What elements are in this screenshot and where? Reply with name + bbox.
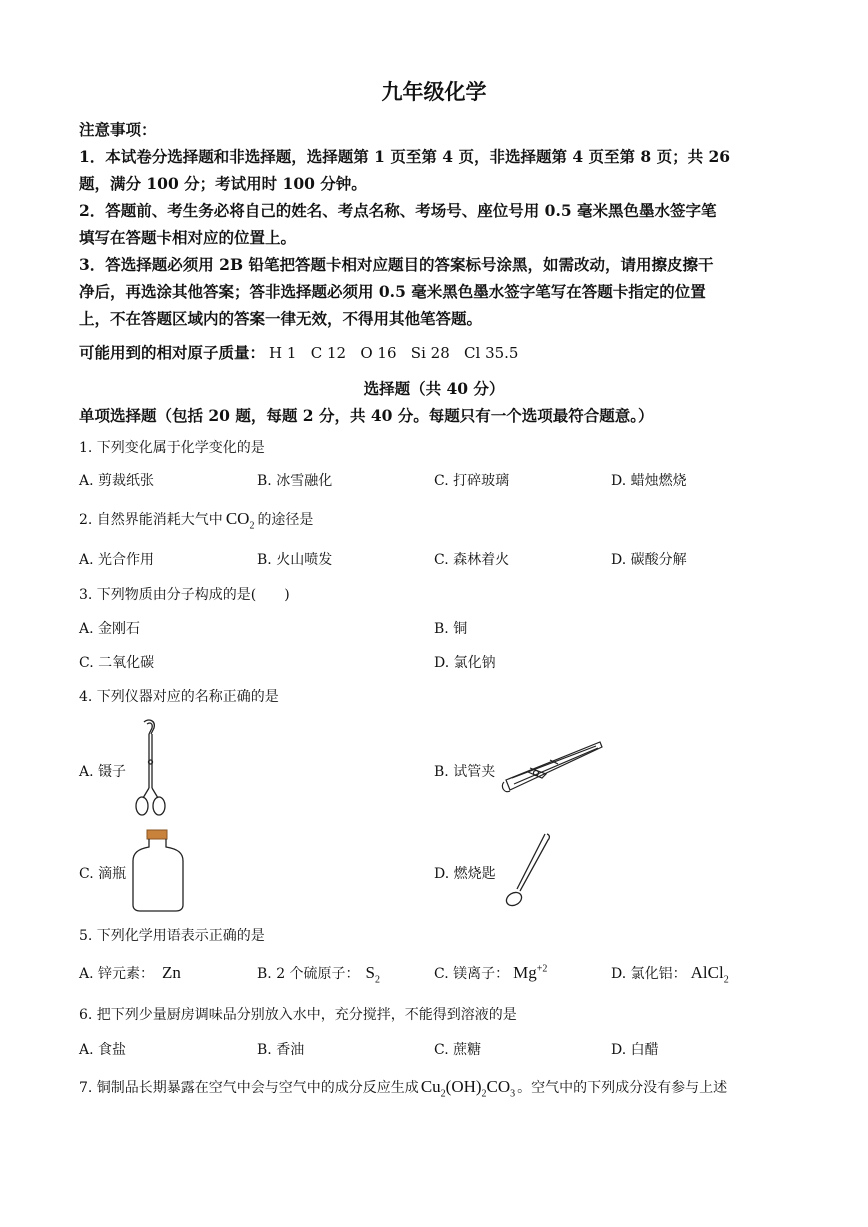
q2-stem-text: 2. 自然界能消耗大气中 bbox=[79, 512, 223, 528]
q4-option-b: B. 试管夹 bbox=[434, 764, 496, 780]
q5-option-d bbox=[611, 963, 729, 985]
q2-option-b: B. 火山喷发 bbox=[257, 552, 333, 568]
question-7-stem bbox=[79, 1077, 727, 1099]
q6-option-c: C. 蔗糖 bbox=[434, 1042, 482, 1058]
q5-d-formula bbox=[690, 963, 729, 986]
q5-b-label: B. 2 个硫原子： bbox=[257, 966, 360, 982]
formula-alcl: AlCl bbox=[690, 963, 724, 982]
question-5-stem: 5. 下列化学用语表示正确的是 bbox=[79, 928, 265, 944]
q1-option-b: B. 冰雪融化 bbox=[257, 473, 333, 489]
notice-line: 净后，再选涂其他答案；答非选择题必须用 0.5 毫米黑色墨水签字笔写在答题卡指定的位置 bbox=[79, 282, 706, 301]
question-3-stem: 3. 下列物质由分子构成的是( ) bbox=[79, 587, 290, 603]
formula-mg: Mg bbox=[513, 963, 537, 982]
q5-option-b bbox=[257, 963, 380, 985]
q5-c-label: C. 镁离子： bbox=[434, 966, 510, 982]
q5-b-formula bbox=[365, 963, 381, 986]
notice-line: 题，满分 100 分；考试用时 100 分钟。 bbox=[79, 174, 367, 193]
combustion-spoon-icon bbox=[500, 831, 554, 911]
q4-option-a: A. 镊子 bbox=[79, 764, 127, 780]
formula-oh: (OH) bbox=[445, 1077, 482, 1096]
q2-option-c: C. 森林着火 bbox=[434, 552, 510, 568]
q5-c-formula bbox=[513, 963, 547, 982]
notice-line: 3．答选择题必须用 2B 铅笔把答题卡相对应题目的答案标号涂黑，如需改动，请用擦皮擦干 bbox=[79, 255, 714, 274]
notice-line: 1．本试卷分选择题和非选择题，选择题第 1 页至第 4 页，非选择题第 4 页至第 8 页；共 26 bbox=[79, 147, 731, 166]
q2-option-a: A. 光合作用 bbox=[79, 552, 155, 568]
notice-heading: 注意事项： bbox=[79, 120, 157, 139]
notice-line: 2．答题前、考生务必将自己的姓名、考点名称、考场号、座位号用 0.5 毫米黑色墨水签字笔 bbox=[79, 201, 717, 220]
q5-option-c bbox=[434, 963, 547, 983]
q2-option-d: D. 碳酸分解 bbox=[611, 552, 687, 568]
formula-subscript: 2 bbox=[723, 974, 729, 986]
question-4-stem: 4. 下列仪器对应的名称正确的是 bbox=[79, 689, 279, 705]
atomic-mass-label: 可能用到的相对原子质量： bbox=[79, 343, 266, 362]
q6-option-d: D. 白醋 bbox=[611, 1042, 659, 1058]
question-1-stem: 1. 下列变化属于化学变化的是 bbox=[79, 440, 265, 456]
q5-a-formula: Zn bbox=[162, 963, 181, 982]
formula-co: CO bbox=[225, 509, 250, 528]
q3-option-c: C. 二氧化碳 bbox=[79, 655, 155, 671]
q7-formula bbox=[420, 1077, 516, 1100]
notice-line: 上，不在答题区域内的答案一律无效，不得用其他笔答题。 bbox=[79, 309, 483, 328]
formula-superscript: +2 bbox=[536, 963, 548, 975]
q6-option-b: B. 香油 bbox=[257, 1042, 305, 1058]
q5-a-label: A. 锌元素： bbox=[79, 966, 155, 982]
section-description: 单项选择题（包括 20 题，每题 2 分，共 40 分。每题只有一个选项最符合题意。） bbox=[79, 406, 654, 425]
q7-stem-text: 7. 铜制品长期暴露在空气中会与空气中的成分反应生成 bbox=[79, 1080, 419, 1096]
section-title: 选择题（共 40 分） bbox=[363, 379, 505, 398]
q3-option-b: B. 铜 bbox=[434, 621, 468, 637]
q1-option-a: A. 剪裁纸张 bbox=[79, 473, 155, 489]
atomic-mass-values: H 1 C 12 O 16 Si 28 Cl 35.5 bbox=[269, 344, 519, 362]
q1-option-c: C. 打碎玻璃 bbox=[434, 473, 510, 489]
q2-stem-text: 的途径是 bbox=[257, 512, 314, 528]
page-title: 九年级化学 bbox=[381, 79, 487, 104]
formula-subscript: 3 bbox=[510, 1088, 516, 1100]
q5-d-label: D. 氯化铝： bbox=[611, 966, 687, 982]
q6-option-a: A. 食盐 bbox=[79, 1042, 127, 1058]
q3-option-a: A. 金刚石 bbox=[79, 621, 141, 637]
notice-line: 填写在答题卡相对应的位置上。 bbox=[79, 228, 297, 247]
q2-formula bbox=[225, 509, 255, 532]
formula-subscript: 2 bbox=[440, 1088, 446, 1100]
q7-stem-text: 。空气中的下列成分没有参与上述 bbox=[517, 1080, 728, 1096]
dropper-bottle-icon bbox=[130, 829, 188, 913]
formula-cu: Cu bbox=[420, 1077, 441, 1096]
crucible-tongs-icon bbox=[130, 716, 178, 822]
q3-option-d: D. 氯化钠 bbox=[434, 655, 496, 671]
formula-subscript: 2 bbox=[375, 974, 381, 986]
q1-option-d: D. 蜡烛燃烧 bbox=[611, 473, 687, 489]
formula-s: S bbox=[365, 963, 376, 982]
formula-subscript: 2 bbox=[481, 1088, 487, 1100]
q4-option-c: C. 滴瓶 bbox=[79, 866, 127, 882]
formula-co: CO bbox=[486, 1077, 511, 1096]
atomic-mass-row bbox=[79, 341, 518, 363]
test-tube-holder-icon bbox=[500, 738, 604, 796]
question-6-stem: 6. 把下列少量厨房调味品分别放入水中，充分搅拌，不能得到溶液的是 bbox=[79, 1007, 517, 1023]
formula-subscript: 2 bbox=[249, 520, 255, 532]
q4-option-d: D. 燃烧匙 bbox=[434, 866, 496, 882]
question-2-stem bbox=[79, 509, 313, 531]
q5-option-a bbox=[79, 963, 181, 983]
